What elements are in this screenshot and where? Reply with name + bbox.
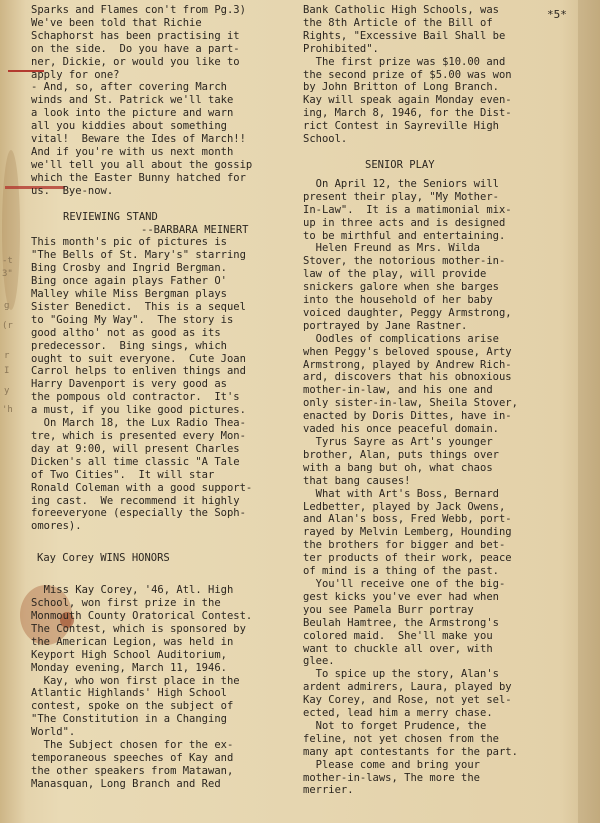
text-line: the American Legion, was held in: [31, 635, 234, 648]
text-line: "The Constitution in a Changing: [31, 713, 227, 726]
text-line: ard, discovers that his obnoxious: [303, 371, 512, 384]
text-line: and Alan's boss, Fred Webb, port-: [303, 513, 512, 526]
text-line: rayed by Melvin Lemberg, Hounding: [303, 526, 512, 539]
text-line: Schaphorst has been practising it: [31, 29, 240, 42]
text-line: good altho' not as good as its: [31, 326, 221, 339]
text-line: ought to suit everyone. Cute Joan: [31, 352, 246, 365]
text-line: Bank Catholic High Schools, was: [303, 4, 499, 16]
continuation-line: Sparks and Flames con't from Pg.3): [31, 4, 246, 16]
text-line: On April 12, the Seniors will: [303, 177, 499, 190]
text-line: omores).: [31, 520, 82, 533]
text-line: Monday evening, March 11, 1946.: [31, 661, 227, 674]
paper-stain: [2, 150, 20, 310]
text-line: foreeveryone (especially the Soph-: [31, 507, 246, 520]
text-line: The Contest, which is sponsored by: [31, 622, 246, 635]
text-line: apply for one?: [31, 68, 120, 81]
text-line: want to chuckle all over, with: [303, 642, 493, 655]
text-line: snickers galore when she barges: [303, 281, 499, 294]
text-line: The first prize was $10.00 and: [303, 55, 506, 68]
text-line: vital! Beware the Ides of March!!: [31, 133, 246, 146]
text-line: to "Going My Way". The story is: [31, 313, 234, 326]
text-line: of mind is a thing of the past.: [303, 565, 499, 578]
text-line: We've been told that Richie: [31, 16, 202, 29]
text-line: voiced daughter, Peggy Armstrong,: [303, 306, 512, 319]
text-line: we'll tell you all about the gossip: [31, 158, 253, 171]
text-line: a look into the picture and warn: [31, 107, 234, 120]
text-line: us. Bye-now.: [31, 184, 114, 197]
text-line: In-Law". It is a matimonial mix-: [303, 203, 512, 216]
text-line: all you kiddies about something: [31, 120, 227, 133]
text-line: School, won first prize in the: [31, 597, 221, 610]
text-line: Sister Benedict. This is a sequel: [31, 300, 246, 313]
text-line: To spice up the story, Alan's: [303, 668, 499, 681]
section-heading: Kay Corey WINS HONORS: [37, 552, 170, 565]
text-line: Stover, the notorious mother-in-: [303, 255, 506, 268]
text-line: Armstrong, played by Andrew Rich-: [303, 358, 512, 371]
text-line: which the Easter Bunny hatched for: [31, 171, 246, 184]
margin-mark: r: [4, 351, 10, 361]
text-line: glee.: [303, 655, 335, 668]
text-line: colored maid. She'll make you: [303, 629, 493, 642]
text-line: Carrol helps to enliven things and: [31, 365, 246, 378]
text-line: Prohibited".: [303, 42, 379, 55]
text-line: day at 9:00, will present Charles: [31, 442, 240, 455]
text-line: brother, Alan, puts things over: [303, 448, 499, 461]
section-heading: REVIEWING STAND: [63, 210, 158, 223]
text-line: with a bang but oh, what chaos: [303, 461, 493, 474]
paper-edge-shadow: [578, 0, 600, 823]
text-line: Kay will speak again Monday even-: [303, 94, 512, 107]
text-line: the second prize of $5.00 was won: [303, 68, 512, 81]
text-line: Miss Kay Corey, '46, Atl. High: [31, 584, 234, 597]
text-line: by John Britton of Long Branch.: [303, 81, 499, 94]
text-line: contest, spoke on the subject of: [31, 700, 234, 713]
text-line: Oodles of complications arise: [303, 332, 499, 345]
section-heading: SENIOR PLAY: [365, 158, 435, 171]
text-line: a must, if you like good pictures.: [31, 404, 246, 417]
text-line: on the side. Do you have a part-: [31, 42, 240, 55]
text-line: tre, which is presented every Mon-: [31, 430, 246, 442]
text-line: Harry Davenport is very good as: [31, 378, 227, 391]
text-line: mother-in-laws, The more the: [303, 771, 481, 784]
text-line: World".: [31, 726, 76, 739]
text-line: law of the play, will provide: [303, 268, 487, 281]
text-line: ter products of their work, peace: [303, 552, 512, 565]
left-column: [31, 4, 301, 791]
text-line: What with Art's Boss, Bernard: [303, 487, 499, 500]
text-line: Please come and bring your: [303, 758, 481, 771]
text-line: only sister-in-law, Sheila Stover,: [303, 397, 518, 410]
text-line: The Subject chosen for the ex-: [31, 739, 234, 752]
text-line: ardent admirers, Laura, played by: [303, 681, 512, 694]
text-line: ected, lead him a merry chase.: [303, 707, 493, 720]
right-column: [303, 4, 565, 797]
text-line: On March 18, the Lux Radio Thea-: [31, 417, 246, 430]
text-line: School.: [303, 133, 348, 146]
margin-mark: I: [4, 366, 10, 376]
text-line: And if you're with us next month: [31, 145, 234, 158]
margin-mark: (r: [2, 321, 13, 331]
margin-mark: g: [4, 301, 10, 311]
text-line: ing cast. We recommend it highly: [31, 494, 240, 507]
byline: --BARBARA MEINERT: [141, 223, 249, 236]
text-line: Rights, "Excessive Bail Shall be: [303, 29, 506, 42]
text-line: You'll receive one of the big-: [303, 577, 506, 590]
text-line: of Two Cities". It will star: [31, 468, 215, 481]
text-line: the 8th Article of the Bill of: [303, 16, 493, 29]
text-line: up in three acts and is designed: [303, 216, 506, 229]
text-line: portrayed by Jane Rastner.: [303, 319, 468, 332]
text-line: "The Bells of St. Mary's" starring: [31, 249, 246, 262]
text-line: Ledbetter, played by Jack Owens,: [303, 500, 506, 513]
text-line: vaded his once peaceful domain.: [303, 423, 499, 436]
text-line: Monmouth County Oratorical Contest.: [31, 609, 253, 622]
text-line: Dicken's all time classic "A Tale: [31, 455, 240, 468]
text-line: - And, so, after covering March: [31, 81, 227, 94]
text-line: This month's pic of pictures is: [31, 236, 227, 249]
text-line: enacted by Doris Dittes, have in-: [303, 410, 512, 423]
text-line: Beulah Hamtree, the Armstrong's: [303, 616, 499, 629]
text-line: Tyrus Sayre as Art's younger: [303, 436, 493, 448]
text-line: mother-in-law, and his one and: [303, 384, 493, 397]
text-line: ing, March 8, 1946, for the Dist-: [303, 107, 512, 120]
text-line: Keyport High School Auditorium,: [31, 648, 227, 661]
text-line: Atlantic Highlands' High School: [31, 687, 227, 700]
text-line: the other speakers from Matawan,: [31, 764, 234, 777]
text-line: the pompous old contractor. It's: [31, 391, 240, 404]
text-line: when Peggy's beloved spouse, Arty: [303, 345, 512, 358]
text-line: the brothers for bigger and bet-: [303, 539, 506, 552]
margin-mark: 'h: [2, 405, 13, 415]
text-line: Kay Corey, and Rose, not yet sel-: [303, 694, 512, 707]
text-line: to be mirthful and entertaining.: [303, 229, 506, 242]
text-line: into the household of her baby: [303, 294, 493, 307]
text-line: gest kicks you've ever had when: [303, 590, 499, 603]
page-number: *5*: [547, 8, 567, 21]
margin-mark: y: [4, 386, 10, 396]
text-line: Bing once again plays Father O': [31, 275, 227, 288]
text-line: rict Contest in Sayreville High: [303, 120, 499, 133]
text-line: you see Pamela Burr portray: [303, 603, 474, 616]
margin-mark: 3": [2, 269, 13, 279]
text-line: Ronald Coleman with a good support-: [31, 481, 253, 494]
text-line: Bing Crosby and Ingrid Bergman.: [31, 262, 227, 275]
text-line: predecessor. Bing sings, which: [31, 339, 227, 352]
margin-mark: -t: [2, 256, 13, 266]
text-line: Kay, who won first place in the: [31, 674, 240, 687]
text-line: Malley while Miss Bergman plays: [31, 288, 227, 301]
text-line: present their play, "My Mother-: [303, 190, 499, 203]
text-line: Not to forget Prudence, the: [303, 719, 487, 732]
text-line: feline, not yet chosen from the: [303, 732, 499, 745]
text-line: temporaneous speeches of Kay and: [31, 751, 234, 764]
text-line: winds and St. Patrick we'll take: [31, 94, 234, 107]
text-line: merrier.: [303, 784, 354, 797]
text-line: that bang causes!: [303, 474, 411, 487]
text-line: Helen Freund as Mrs. Wilda: [303, 242, 481, 255]
text-line: many apt contestants for the part.: [303, 745, 518, 758]
text-line: Manasquan, Long Branch and Red: [31, 777, 221, 790]
text-line: ner, Dickie, or would you like to: [31, 55, 240, 68]
